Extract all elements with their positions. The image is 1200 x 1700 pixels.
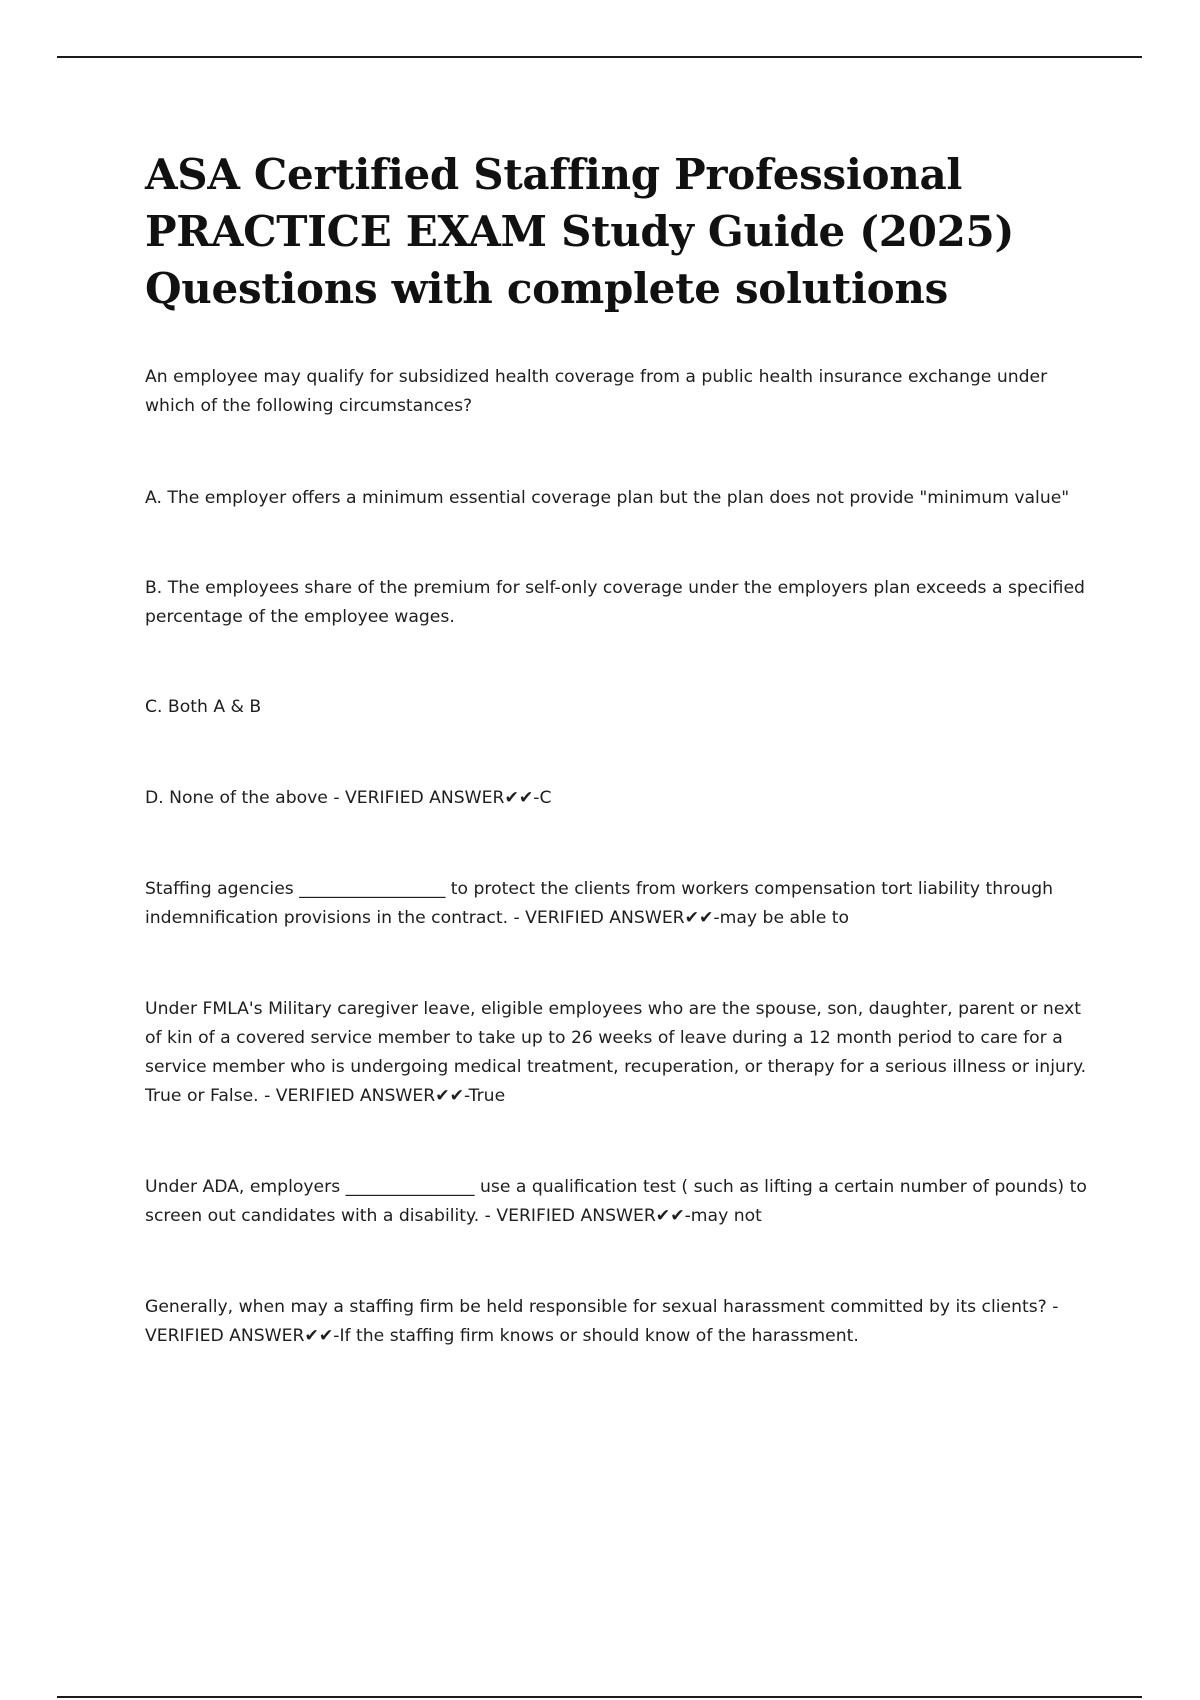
answer-option-a: A. The employer offers a minimum essential coverage plan but the plan does not provide "minimum value" (145, 488, 1070, 508)
document-body (145, 146, 1087, 1351)
question-item: Under FMLA's Military caregiver leave, eligible employees who are the spouse, son, daughter, parent or next of kin of a covered service member to take up to 26 weeks of leave during a 12 month period to care for a service member who is undergoing medical treatment, recuperation, or therapy for a serious illness or injury. True or False. - VERIFIED ANSWER✔✔-True (145, 999, 1087, 1106)
answer-option-c: C. Both A & B (145, 697, 262, 717)
question-item: Staffing agencies _________________ to protect the clients from workers compensation tort liability through indemnification provisions in the contract. - VERIFIED ANSWER✔✔-may be able to (145, 879, 1054, 928)
header-rule (57, 56, 1142, 58)
document-title: ASA Certified Staffing Professional PRACTICE EXAM Study Guide (2025) Questions with complete solutions (145, 150, 1015, 313)
answer-option-d: D. None of the above - VERIFIED ANSWER✔✔-C (145, 788, 552, 808)
question-stem: An employee may qualify for subsidized health coverage from a public health insurance exchange under which of the following circumstances? (145, 367, 1048, 416)
footer-rule (57, 1696, 1142, 1698)
question-item: Generally, when may a staffing firm be held responsible for sexual harassment committed by its clients? - VERIFIED ANSWER✔✔-If the staffing firm knows or should know of the harassment. (145, 1297, 1059, 1346)
question-item: Under ADA, employers _______________ use a qualification test ( such as lifting a certain number of pounds) to screen out candidates with a disability. - VERIFIED ANSWER✔✔-may not (145, 1177, 1087, 1226)
answer-option-b: B. The employees share of the premium for self-only coverage under the employers plan exceeds a specified percentage of the employee wages. (145, 578, 1085, 627)
